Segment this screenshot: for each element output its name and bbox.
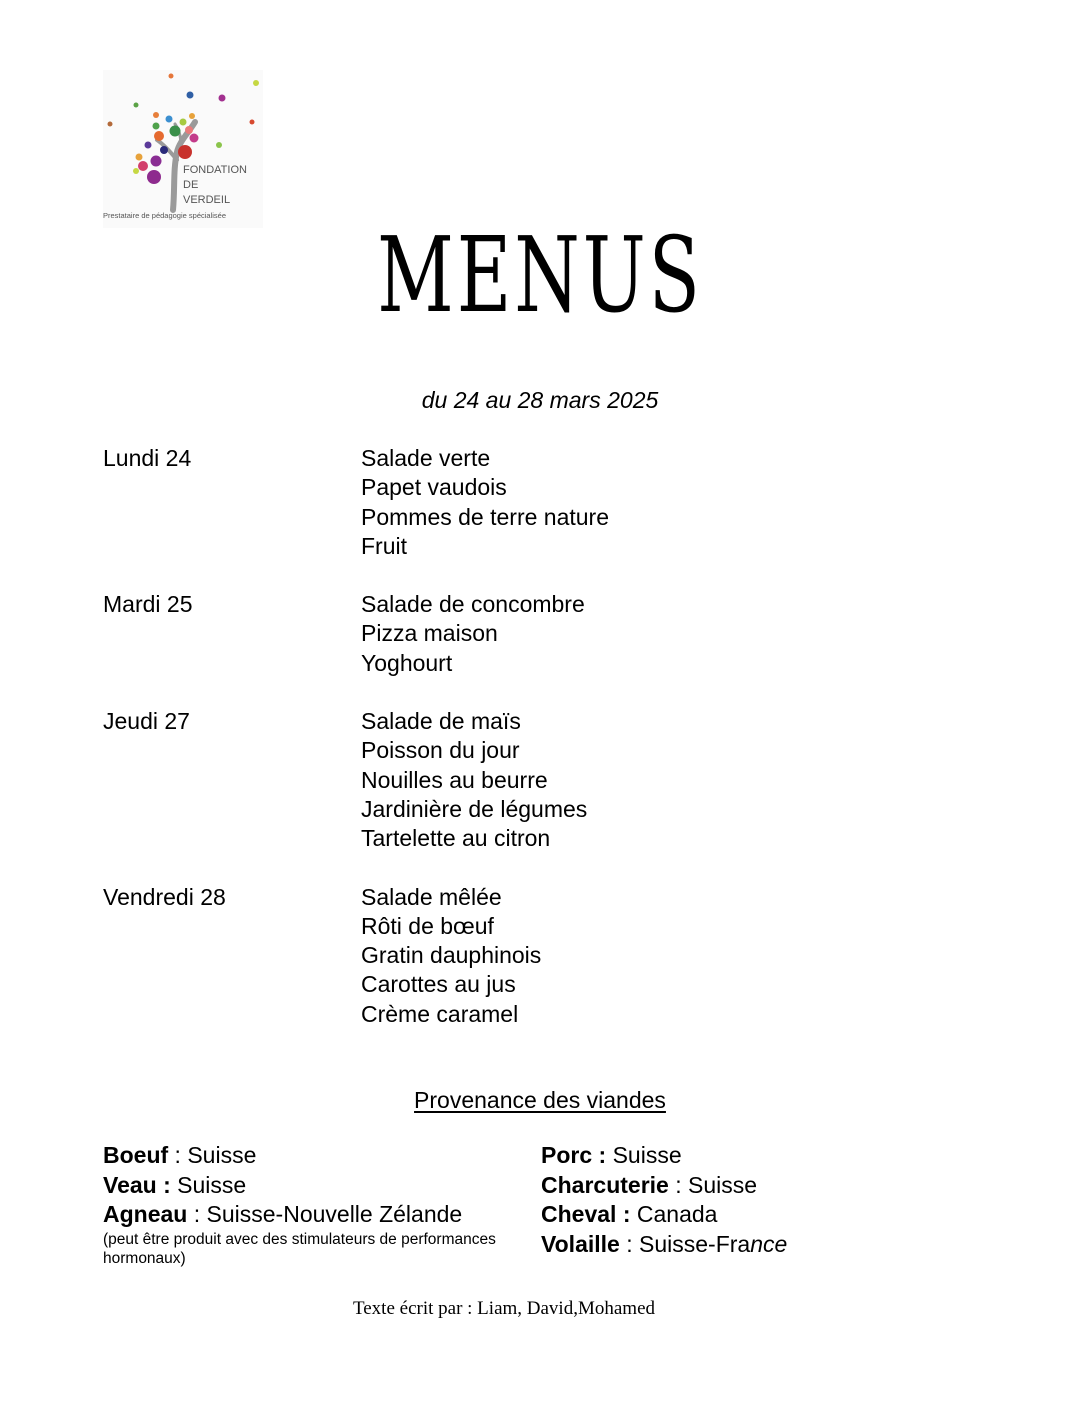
dish-item: Rôti de bœuf [361, 912, 494, 939]
menu-days [103, 444, 1003, 1058]
meat-separator: : [619, 1230, 639, 1257]
day-name: Jeudi 27 [103, 708, 190, 735]
meat-name: Agneau [103, 1201, 188, 1227]
meat-origin: Suisse [612, 1142, 682, 1168]
day-block [103, 883, 1003, 1029]
day-block [103, 444, 1003, 561]
meat-name: Veau : [103, 1171, 171, 1198]
day-block [103, 707, 1003, 853]
dish-item: Salade de maïs [361, 708, 521, 735]
dish-item: Salade verte [361, 445, 491, 471]
day-block [103, 590, 1003, 678]
dish-item: Gratin dauphinois [361, 942, 542, 969]
meat-name: Cheval : [541, 1201, 631, 1227]
meat-origin-row [103, 1171, 533, 1201]
logo-line-3: VERDEIL [183, 194, 231, 206]
meat-name: Porc : [541, 1142, 607, 1168]
meat-separator: : [668, 1171, 688, 1198]
dish-item: Pommes de terre nature [361, 503, 610, 530]
dish-list [361, 590, 585, 678]
meat-origin: Suisse [177, 1171, 247, 1198]
provenance-title [0, 1087, 1080, 1114]
logo-name [183, 163, 247, 208]
meat-origin-row [541, 1200, 961, 1230]
meat-origin: Suisse-Fra [639, 1230, 751, 1257]
dish-item: Yoghourt [361, 649, 453, 676]
meat-origin-row [541, 1230, 961, 1260]
logo-line-1: FONDATION [183, 164, 247, 176]
author-credit: Texte écrit par : Liam, David,Mohamed [352, 1298, 656, 1319]
meat-origin-row [103, 1200, 533, 1230]
dish-list [361, 883, 541, 1029]
meat-origin-row [103, 1141, 533, 1171]
meat-origin-row [541, 1141, 961, 1171]
meat-origin-italic: nce [750, 1230, 788, 1257]
day-name: Vendredi 28 [103, 883, 226, 910]
dish-item: Nouilles au beurre [361, 766, 548, 793]
logo-line-2: DE [183, 179, 199, 191]
provenance-title-text: Provenance des viandes [414, 1087, 666, 1113]
meat-name: Charcuterie [541, 1171, 669, 1198]
meat-origin: Suisse-Nouvelle Zélande [206, 1201, 463, 1227]
meat-name: Volaille [541, 1230, 620, 1257]
page-title: MENUS [377, 214, 703, 336]
logo-tagline: Prestataire de pédagogie spécialisée [103, 211, 226, 220]
dish-item: Tartelette au citron [361, 825, 551, 852]
hormone-note: (peut être produit avec des stimulateurs de performances hormonaux) [103, 1230, 496, 1267]
dish-item: Pizza maison [361, 620, 498, 647]
meat-origin: Canada [636, 1201, 718, 1227]
dish-item: Fruit [361, 532, 407, 559]
meat-origin: Suisse [688, 1171, 758, 1198]
dish-item: Salade de concombre [361, 591, 585, 618]
dish-list [361, 444, 609, 561]
dish-item: Salade mêlée [361, 883, 502, 910]
meat-origin: Suisse [187, 1142, 257, 1168]
provenance-right-column [541, 1141, 961, 1259]
meat-separator: : [187, 1201, 207, 1227]
dish-item: Papet vaudois [361, 474, 507, 501]
meat-name: Boeuf [103, 1142, 169, 1168]
dish-item: Carottes au jus [361, 971, 516, 998]
day-name: Lundi 24 [103, 445, 192, 471]
meat-origin-row [541, 1171, 961, 1201]
provenance-left-column [103, 1141, 533, 1268]
foundation-logo [103, 70, 263, 228]
dish-item: Jardinière de légumes [361, 795, 588, 822]
dish-list [361, 707, 587, 853]
dish-item: Poisson du jour [361, 737, 520, 764]
dish-item: Crème caramel [361, 1000, 519, 1027]
day-name: Mardi 25 [103, 591, 193, 618]
meat-separator: : [168, 1142, 188, 1168]
date-range: du 24 au 28 mars 2025 [421, 387, 659, 413]
